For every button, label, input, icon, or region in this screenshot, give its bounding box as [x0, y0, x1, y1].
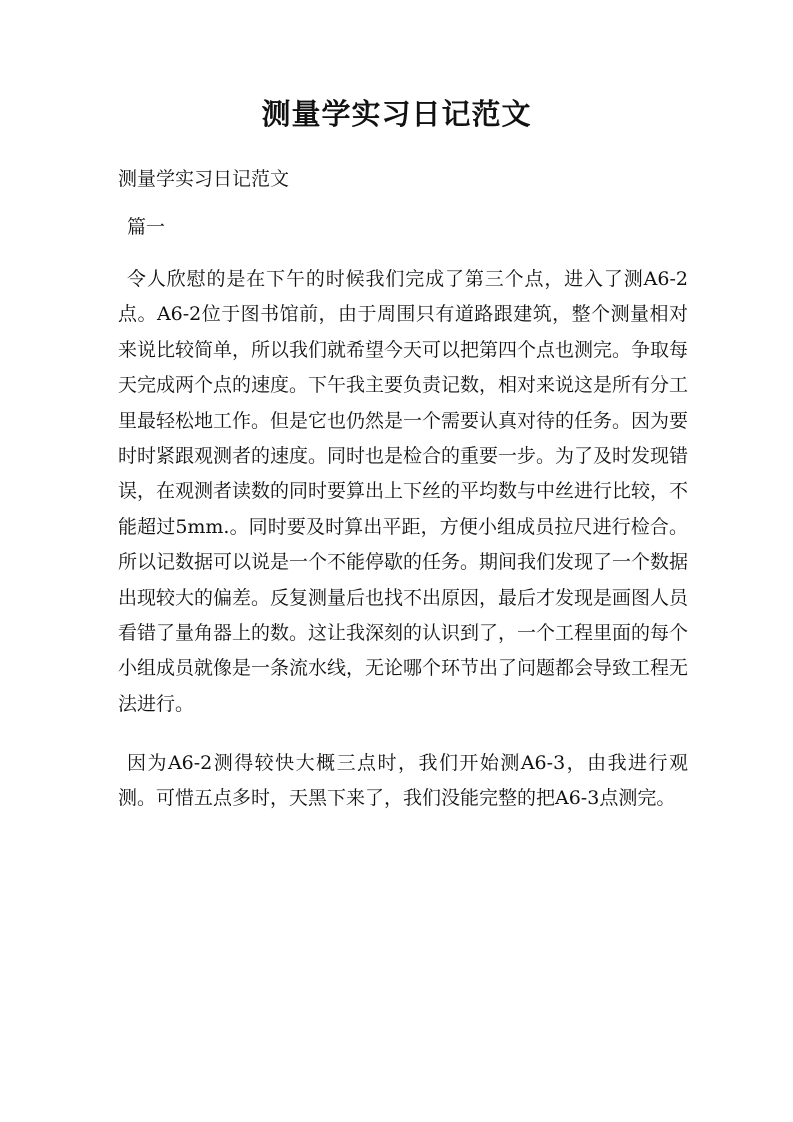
body-paragraph-2: 因为A6-2测得较快大概三点时，我们开始测A6-3，由我进行观测。可惜五点多时，天黑下来了，我们没能完整的把A6-3点测完。 [118, 752, 688, 810]
document-subtitle: 测量学实习日记范文 [118, 168, 290, 190]
body-paragraph-1: 令人欣慰的是在下午的时候我们完成了第三个点，进入了测A6-2点。A6-2位于图书馆前，由于周围只有道路跟建筑，整个测量相对来说比较简单，所以我们就希望今天可以把第四个点也测完。争取每天完成两个点的速度。下午我主要负责记数，相对来说这是所有分工里最轻松地工作。但是它也仍然是一个需要认真对待的任务。因为要时时紧跟观测者的速度。同时也是检合的重要一步。为了及时发现错误，在观测者读数的同时要算出上下丝的平均数与中丝进行比较，不能超过5mm.。同时要及时算出平距，方便小组成员拉尺进行检合。所以记数据可以说是一个不能停歇的任务。期间我们发现了一个数据出现较大的偏差。反复测量后也找不出原因，最后才发现是画图人员看错了量角器上的数。这让我深刻的认识到了，一个工程里面的每个小组成员就像是一条流水线，无论哪个环节出了问题都会导致工程无法进行。 [118, 268, 689, 715]
section-label: 篇一 [127, 216, 166, 238]
document-title: 测量学实习日记范文 [261, 97, 532, 131]
